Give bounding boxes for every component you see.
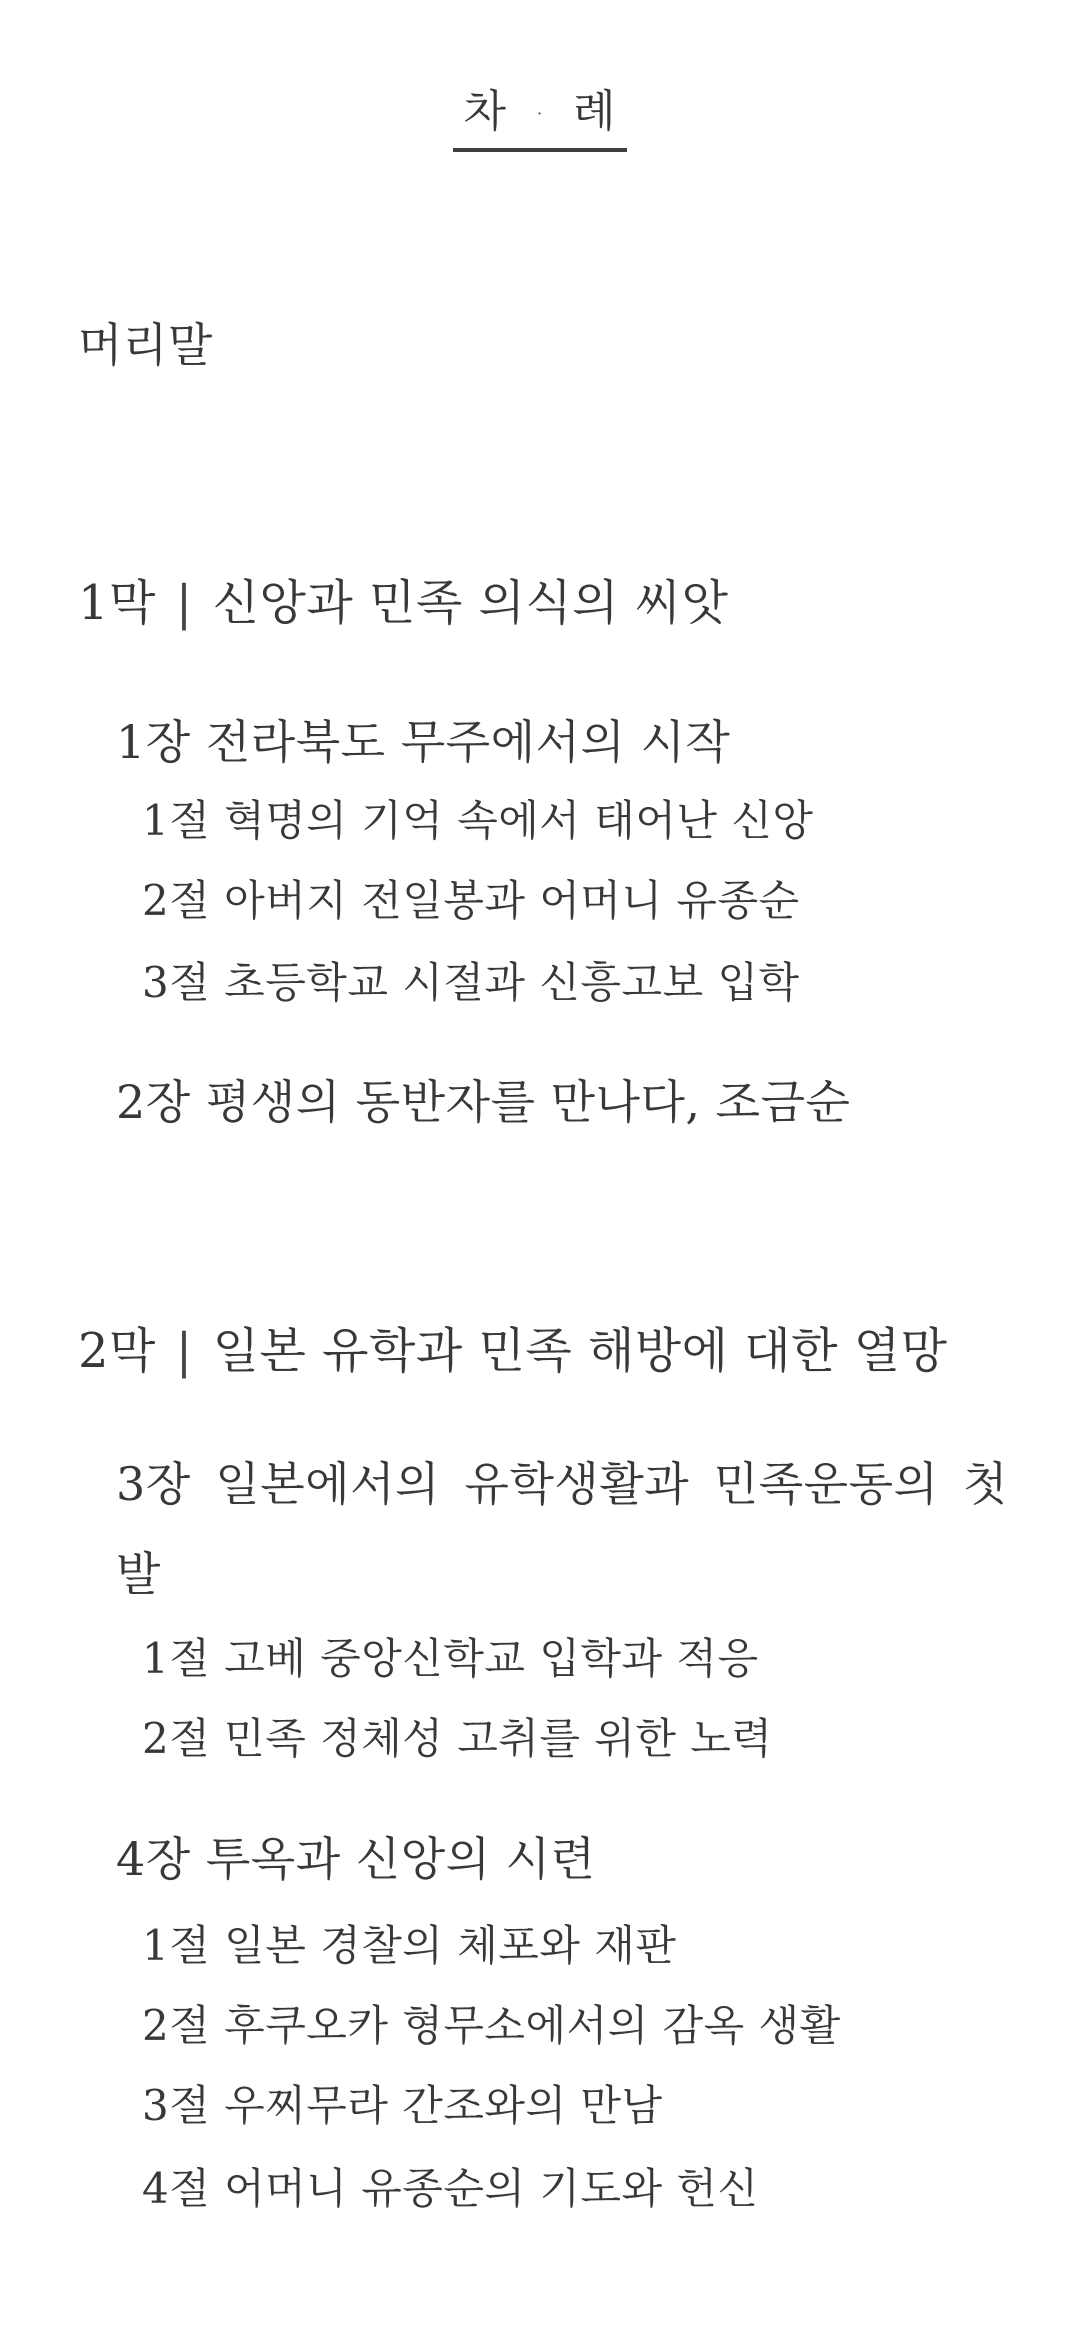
toc-entry-section[interactable]: 1절 일본 경찰의 체포와 재판 <box>142 1921 677 1970</box>
toc-title-char-left: 차 <box>463 86 507 137</box>
toc-title <box>0 88 1080 152</box>
toc-entry-act-1[interactable] <box>78 575 729 633</box>
toc-entry-chapter-2[interactable]: 2장 평생의 동반자를 만나다, 조금순 <box>116 1075 851 1129</box>
toc-entry-section[interactable]: 2절 민족 정체성 고취를 위한 노력 <box>142 1714 773 1763</box>
act-2-number: 2막 <box>78 1323 156 1379</box>
toc-entry-section[interactable]: 3절 우찌무라 간조와의 만남 <box>142 2081 663 2130</box>
title-separator-dot: · <box>536 104 544 124</box>
toc-entry-chapter-1[interactable]: 1장 전라북도 무주에서의 시작 <box>116 715 731 769</box>
toc-entry-act-2[interactable] <box>78 1323 948 1381</box>
act-1-number: 1막 <box>78 575 156 631</box>
toc-entry-chapter-3[interactable]: 3장 일본에서의 유학생활과 민족운동의 첫발 <box>116 1457 1008 1601</box>
toc-entry-section[interactable]: 3절 초등학교 시절과 신흥고보 입학 <box>142 958 800 1007</box>
toc-entry-section[interactable]: 1절 혁명의 기억 속에서 태어난 신앙 <box>142 796 814 845</box>
act-1-title: 신앙과 민족 의식의 씨앗 <box>212 575 729 631</box>
toc-entry-section[interactable]: 2절 아버지 전일봉과 어머니 유종순 <box>142 876 800 925</box>
act-2-title: 일본 유학과 민족 해방에 대한 열망 <box>212 1323 948 1379</box>
toc-title-char-right: 례 <box>573 86 617 137</box>
toc-entry-chapter-4[interactable]: 4장 투옥과 신앙의 시련 <box>116 1832 596 1886</box>
act-1-separator-bar: | <box>175 575 193 631</box>
toc-entry-preface[interactable]: 머리말 <box>78 318 213 372</box>
toc-entry-section[interactable]: 1절 고베 중앙신학교 입학과 적응 <box>142 1634 759 1683</box>
toc-entry-section[interactable]: 4절 어머니 유종순의 기도와 헌신 <box>142 2164 759 2213</box>
act-2-separator-bar: | <box>175 1323 193 1379</box>
toc-entry-section[interactable]: 2절 후쿠오카 형무소에서의 감옥 생활 <box>142 2001 841 2050</box>
toc-title-underlined <box>453 88 626 152</box>
